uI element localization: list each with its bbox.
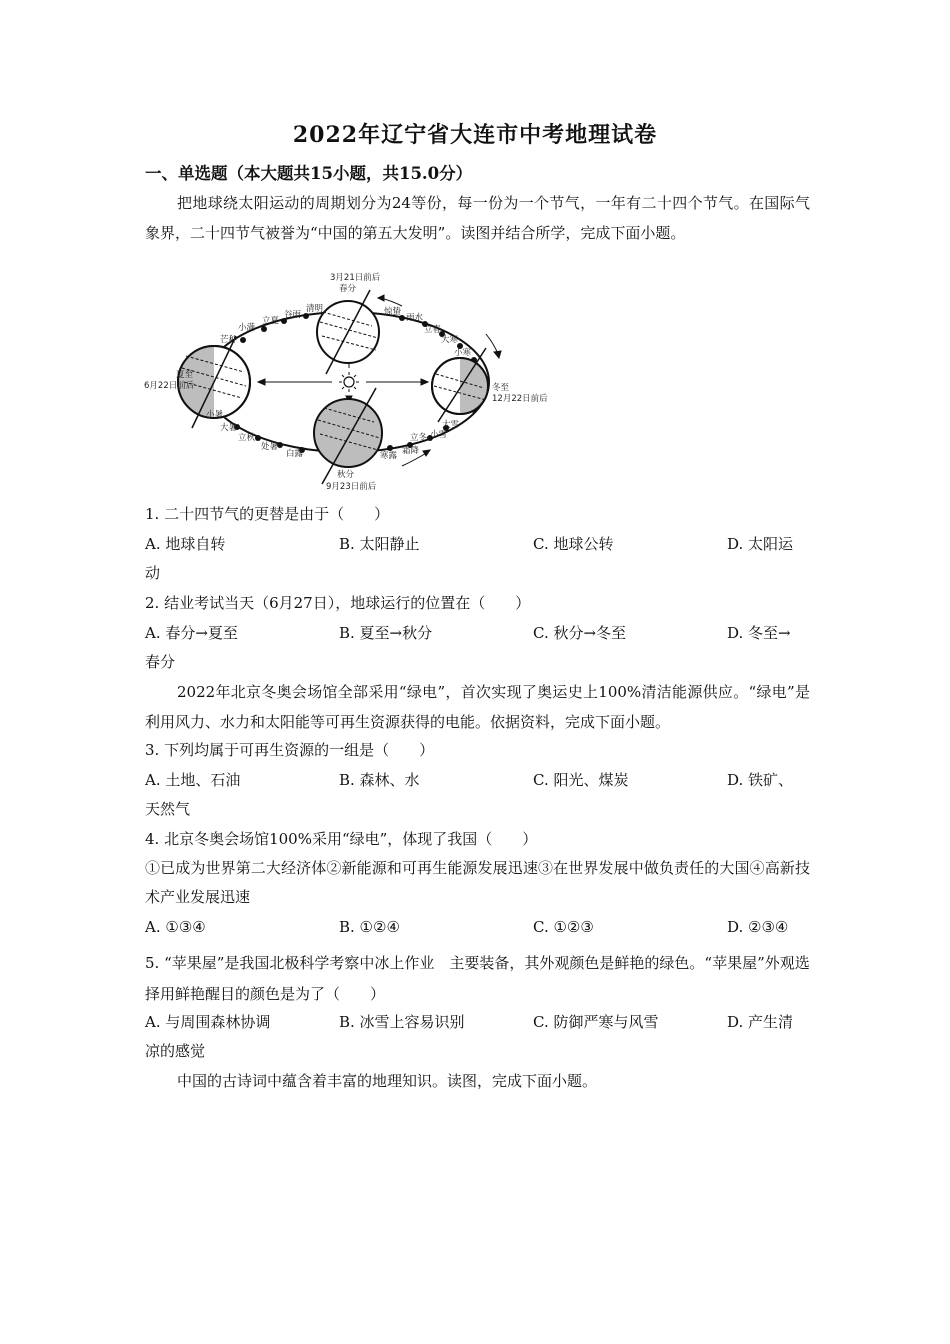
term-chushu: 处暑 — [261, 442, 279, 452]
q2-option-a: A. 春分→夏至 — [145, 624, 238, 642]
question-4-items: ①已成为世界第二大经济体②新能源和可再生能源发展迅速③在世界发展中做负责任的大国④高新技术产业发展迅速 — [145, 859, 810, 906]
sun-icon — [339, 372, 359, 392]
winter-date-label: 12月22日前后 — [492, 394, 548, 404]
question-4-stem: 4. 北京冬奥会场馆100%采用“绿电”，体现了我国（ ） — [145, 830, 538, 848]
winter-label: 冬至 — [492, 383, 510, 393]
solar-terms-diagram — [140, 270, 560, 500]
q5-option-b: B. 冰雪上容易识别 — [339, 1013, 465, 1031]
summer-date-label: 6月22日前后 — [144, 381, 195, 391]
autumn-date-label: 9月23日前后 — [326, 482, 377, 492]
question-1-stem: 1. 二十四节气的更替是由于（ ） — [145, 505, 390, 523]
q1-option-a: A. 地球自转 — [145, 535, 226, 553]
term-daxue: 大雪 — [442, 420, 460, 430]
q2-option-d-wrap: 春分 — [145, 653, 176, 671]
q1-option-d: D. 太阳运 — [727, 535, 794, 553]
q4-option-c: C. ①②③ — [533, 918, 594, 936]
spring-date-label: 3月21日前后 — [330, 273, 381, 283]
q4-option-b: B. ①②④ — [339, 918, 400, 936]
term-dashu: 大暑 — [220, 423, 238, 433]
spring-label: 春分 — [339, 284, 357, 294]
question-1-options — [145, 530, 810, 588]
winter-solstice-globe — [432, 348, 488, 422]
intro-paragraph-1: 把地球绕太阳运动的周期划分为24等份，每一份为一个节气，一年有二十四个节气。在国际气象界，二十四节气被誉为“中国的第五大发明”。读图并结合所学，完成下面小题。 — [145, 194, 810, 242]
term-lixia: 立夏 — [262, 316, 280, 326]
question-5-options — [145, 1008, 810, 1066]
term-xiaoxue: 小雪 — [430, 430, 448, 440]
intro-paragraph-3: 中国的古诗词中蕴含着丰富的地理知识。读图，完成下面小题。 — [177, 1072, 598, 1090]
term-qingming: 清明 — [306, 304, 324, 314]
q5-option-a: A. 与周围森林协调 — [145, 1013, 271, 1031]
q3-option-a: A. 土地、石油 — [145, 771, 241, 789]
q3-option-b: B. 森林、水 — [339, 771, 420, 789]
term-jingzhe: 惊蛰 — [384, 307, 402, 317]
question-2-stem: 2. 结业考试当天（6月27日），地球运行的位置在（ ） — [145, 594, 531, 612]
question-3-stem: 3. 下列均属于可再生资源的一组是（ ） — [145, 741, 435, 759]
q2-option-c: C. 秋分→冬至 — [533, 624, 627, 642]
term-liqiu: 立秋 — [238, 433, 256, 443]
q5-option-d: D. 产生清 — [727, 1013, 794, 1031]
term-guyu: 谷雨 — [284, 310, 302, 320]
term-yushui: 雨水 — [406, 313, 424, 323]
term-shuangjiang: 霜降 — [402, 446, 420, 456]
q4-option-a: A. ①③④ — [145, 918, 206, 936]
summer-label: 夏至 — [176, 370, 194, 380]
section-heading: 一、单选题（本大题共15小题，共15.0分） — [145, 164, 473, 183]
q3-option-d: D. 铁矿、 — [727, 771, 794, 789]
question-3-options — [145, 766, 810, 824]
spring-equinox-globe — [317, 290, 379, 374]
term-bailu: 白露 — [286, 449, 304, 459]
q4-option-d: D. ②③④ — [727, 918, 789, 936]
question-5-stem: 5. “苹果屋”是我国北极科学考察中冰上作业 主要装备，其外观颜色是鲜艳的绿色。“苹果屋”外观选择用鲜艳醒目的颜色是为了（ ） — [145, 954, 810, 1003]
term-lidong: 立冬 — [410, 433, 428, 443]
q2-option-b: B. 夏至→秋分 — [339, 624, 433, 642]
q1-option-c: C. 地球公转 — [533, 535, 614, 553]
term-dahan: 大寒 — [441, 335, 459, 345]
q1-option-b: B. 太阳静止 — [339, 535, 420, 553]
q3-option-c: C. 阳光、煤炭 — [533, 771, 629, 789]
term-xiaoman: 小满 — [238, 323, 256, 333]
question-4-options — [145, 913, 810, 942]
question-2-options — [145, 619, 810, 677]
intro-paragraph-2: 2022年北京冬奥会场馆全部采用“绿电”，首次实现了奥运史上100%清洁能源供应。“绿电”是利用风力、水力和太阳能等可再生资源获得的电能。依据资料，完成下面小题。 — [145, 683, 810, 731]
term-mangzhong: 芒种 — [220, 335, 238, 345]
page-title: 2022年辽宁省大连市中考地理试卷 — [292, 122, 658, 148]
term-hanlu: 寒露 — [380, 451, 398, 461]
term-lichun: 立春 — [424, 325, 442, 335]
q5-option-c: C. 防御严寒与风雪 — [533, 1013, 659, 1031]
autumn-label: 秋分 — [337, 470, 355, 480]
term-xiaoshu: 小暑 — [206, 410, 224, 420]
term-xiaohan: 小寒 — [454, 348, 472, 358]
q3-option-d-wrap: 天然气 — [145, 800, 191, 818]
q1-option-d-wrap: 动 — [145, 564, 161, 582]
q5-option-d-wrap: 凉的感觉 — [145, 1042, 206, 1060]
q2-option-d: D. 冬至→ — [727, 624, 791, 642]
